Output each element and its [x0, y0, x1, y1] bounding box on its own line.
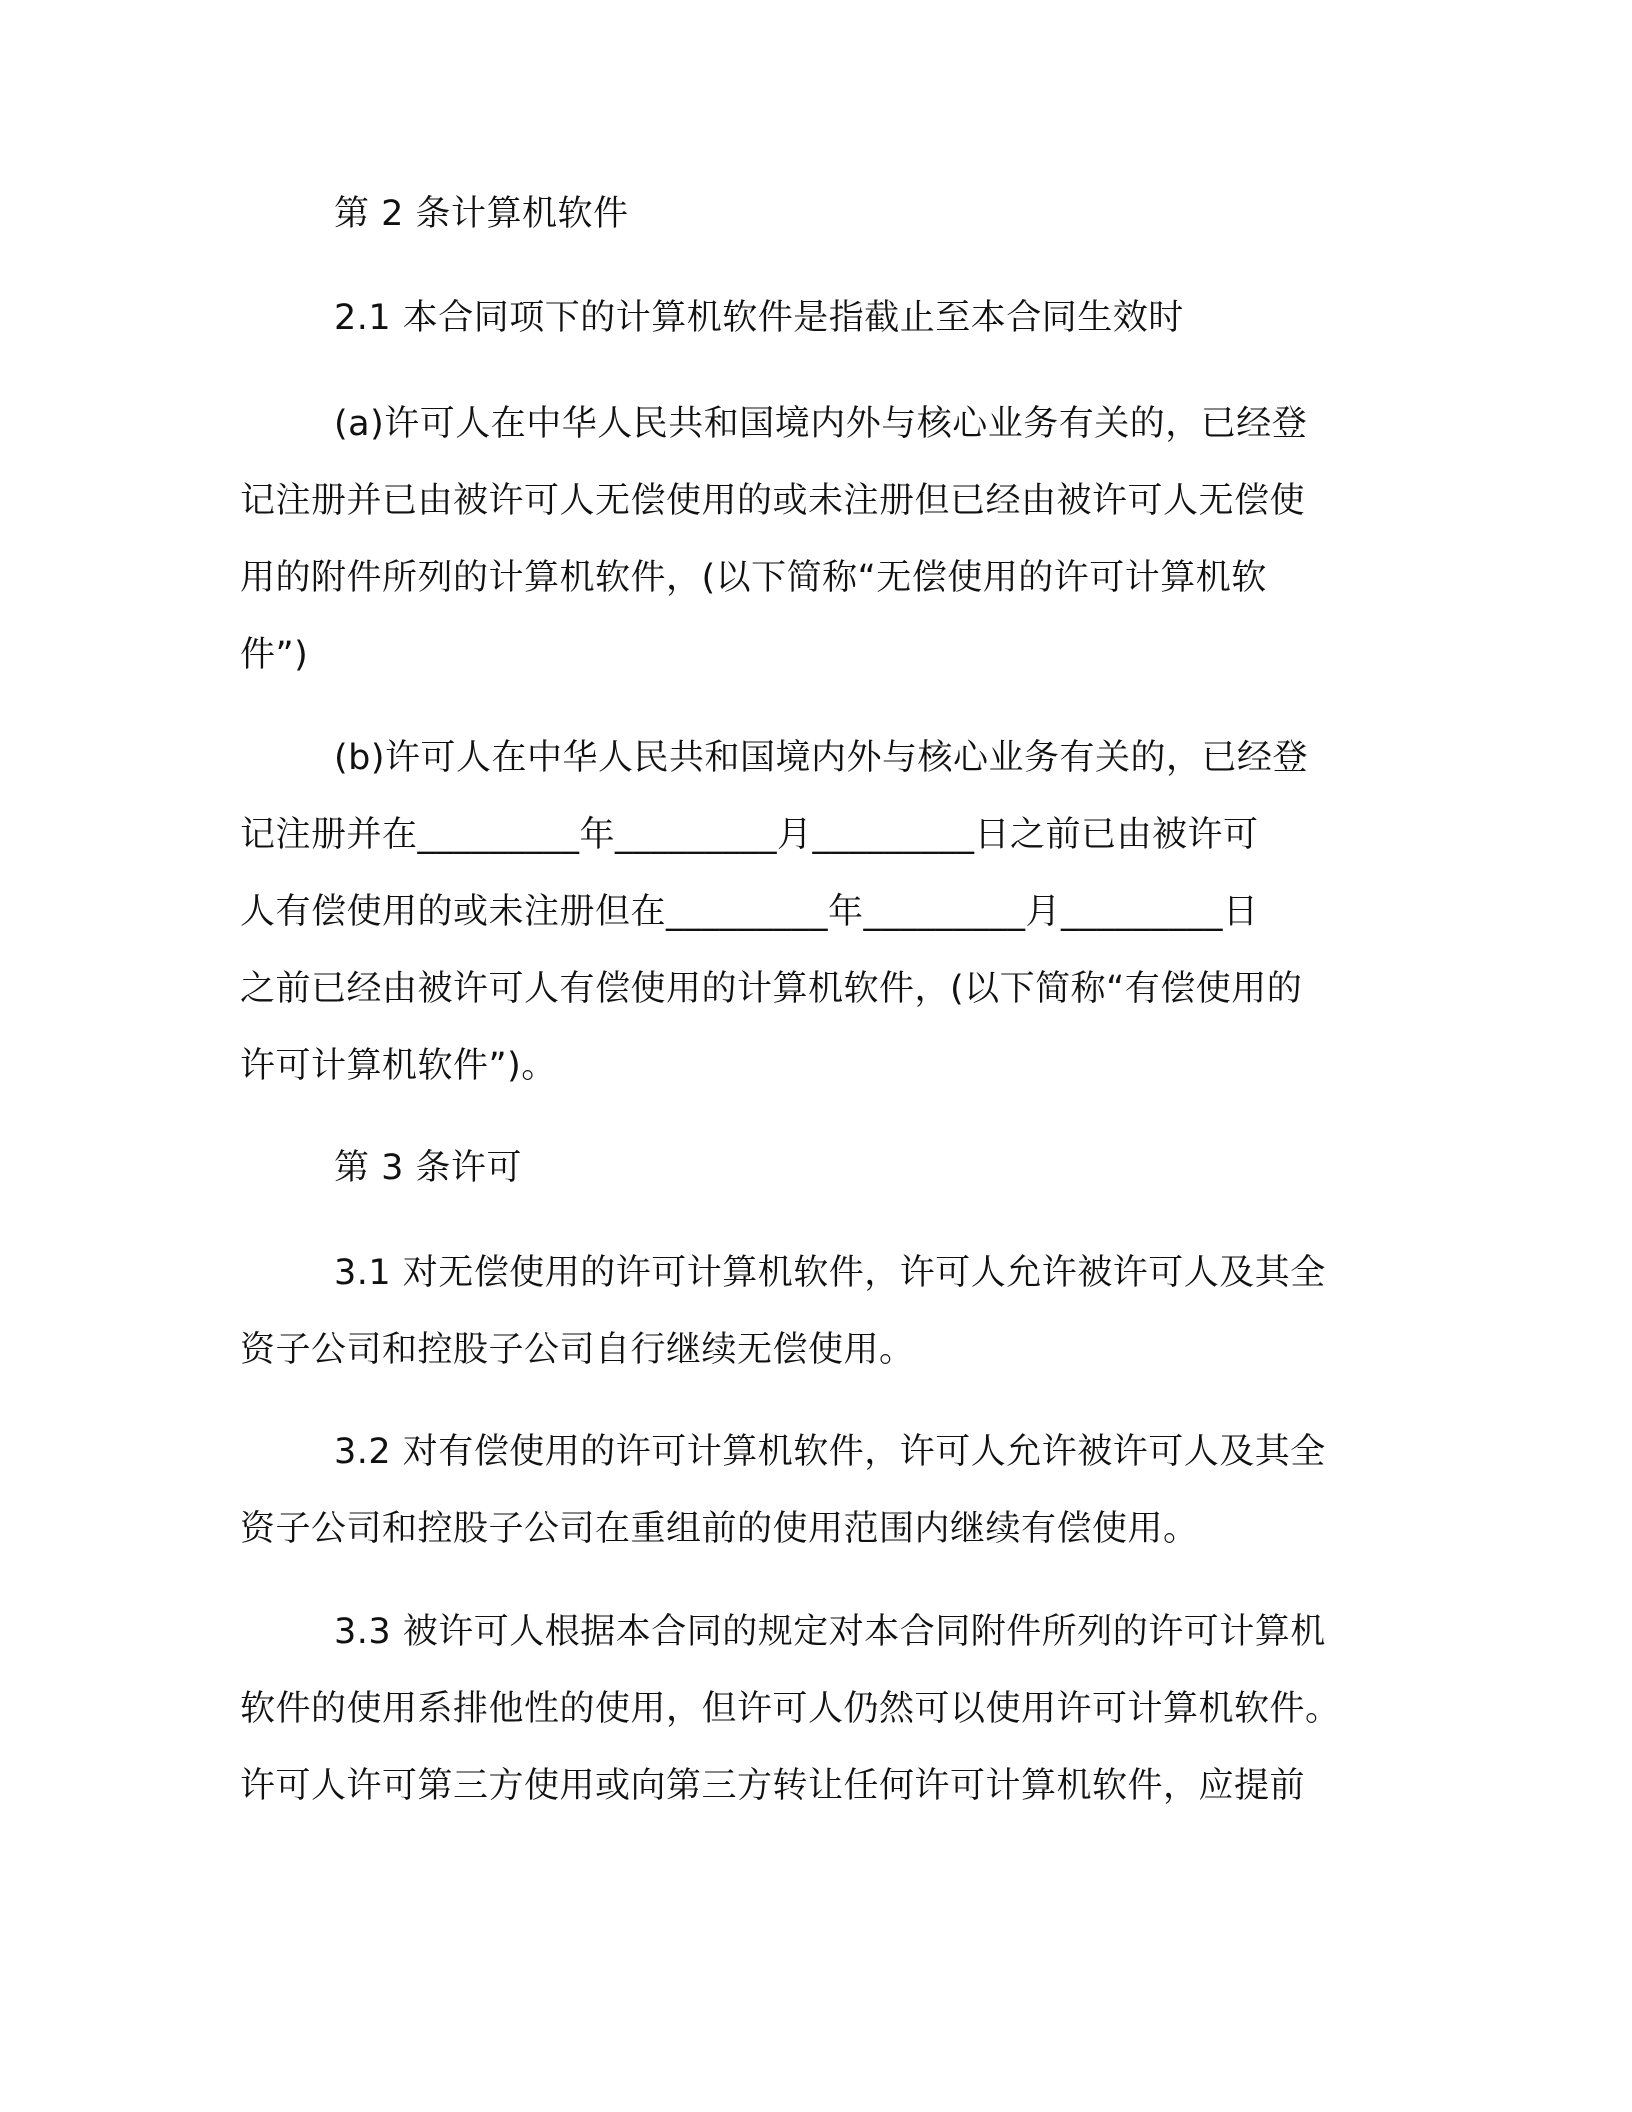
item-b-paragraph [240, 720, 1380, 1105]
item-a-line-3: 用的附件所列的计算机软件，(以下简称“无偿使用的许可计算机软 [240, 558, 1267, 598]
item-a-line-1: (a)许可人在中华人民共和国境内外与核心业务有关的，已经登 [334, 404, 1308, 444]
article-2-heading-text: 第 2 条计算机软件 [334, 194, 629, 234]
item-a-paragraph [240, 386, 1380, 694]
clause-3-3-paragraph [240, 1594, 1380, 1825]
clause-3-2-line-1: 3.2 对有偿使用的许可计算机软件，许可人允许被许可人及其全 [334, 1432, 1326, 1472]
item-b-line-1: (b)许可人在中华人民共和国境内外与核心业务有关的，已经登 [334, 738, 1309, 778]
clause-3-2-paragraph [240, 1414, 1380, 1568]
item-b-line-3: 人有偿使用的或未注册但在_________年_________月_________日 [240, 892, 1259, 932]
clause-2-1-text: 2.1 本合同项下的计算机软件是指截止至本合同生效时 [334, 298, 1184, 338]
clause-3-1-line-2: 资子公司和控股子公司自行继续无偿使用。 [240, 1330, 915, 1370]
item-b-line-5: 许可计算机软件”)。 [240, 1046, 557, 1086]
clause-3-1-line-1: 3.1 对无偿使用的许可计算机软件，许可人允许被许可人及其全 [334, 1253, 1326, 1293]
item-a-line-4: 件”) [240, 635, 309, 675]
item-b-line-2: 记注册并在_________年_________月_________日之前已由被许可 [240, 815, 1259, 855]
article-3-heading-text: 第 3 条许可 [334, 1148, 523, 1188]
clause-3-3-line-1: 3.3 被许可人根据本合同的规定对本合同附件所列的许可计算机 [334, 1612, 1326, 1652]
clause-3-1-paragraph [240, 1235, 1380, 1389]
item-b-line-4: 之前已经由被许可人有偿使用的计算机软件，(以下简称“有偿使用的 [240, 969, 1303, 1009]
article-2-heading [240, 176, 1380, 253]
article-3-heading [240, 1130, 1380, 1207]
clause-3-3-line-2: 软件的使用系排他性的使用，但许可人仍然可以使用许可计算机软件。 [240, 1689, 1341, 1729]
item-a-line-2: 记注册并已由被许可人无偿使用的或未注册但已经由被许可人无偿使 [240, 481, 1306, 521]
clause-3-2-line-2: 资子公司和控股子公司在重组前的使用范围内继续有偿使用。 [240, 1509, 1199, 1549]
clause-3-3-line-3: 许可人许可第三方使用或向第三方转让任何许可计算机软件，应提前 [240, 1766, 1306, 1806]
clause-2-1 [240, 280, 1380, 357]
